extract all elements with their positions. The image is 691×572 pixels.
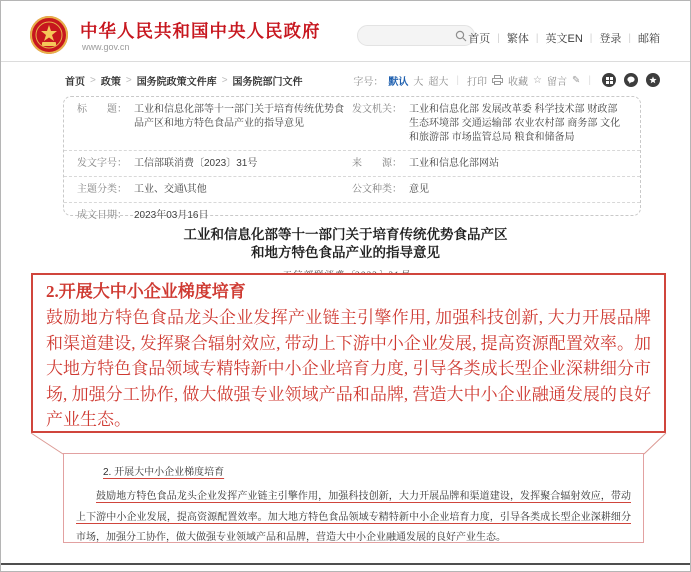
breadcrumb-separator: >: [221, 74, 228, 86]
meta-category-label: 主题分类：: [77, 184, 127, 195]
site-title: 中华人民共和国中央人民政府: [80, 21, 321, 41]
nav-traditional[interactable]: 繁体: [506, 33, 529, 45]
meta-title-label: 标 题：: [77, 104, 127, 115]
document-meta-card: [63, 96, 641, 221]
nav-mail[interactable]: 邮箱: [638, 33, 660, 45]
nav-english[interactable]: 英文EN: [545, 33, 583, 45]
search-input[interactable]: [357, 25, 475, 46]
excerpt-heading-text: 2. 开展大中小企业梯度培育: [103, 467, 225, 478]
meta-doc-type: [352, 183, 627, 197]
breadcrumb: [65, 73, 303, 88]
meta-row-date: [64, 203, 640, 228]
meta-row-category: [64, 177, 640, 203]
footer-divider: [1, 563, 690, 565]
meta-doc-type-label: 公文种类：: [352, 184, 402, 195]
meta-row-number: [64, 151, 640, 177]
meta-doc-number-label: 发文字号：: [77, 158, 127, 169]
callout-heading: 2.开展大中小企业梯度培育: [46, 282, 246, 301]
meta-source: [352, 157, 627, 171]
font-size-label: 字号：: [353, 76, 384, 88]
meta-source-label: 来 源：: [352, 158, 402, 169]
tools-separator: |: [588, 74, 591, 86]
excerpt-body: [76, 487, 631, 543]
meta-doc-type-value: 意见: [409, 184, 429, 195]
share-wechat-button[interactable]: [624, 73, 638, 87]
share-more-button[interactable]: [646, 73, 660, 87]
meta-date-label: 成文日期：: [77, 210, 127, 221]
printer-icon[interactable]: [492, 75, 503, 85]
meta-agency-value: 工业和信息化部 发展改革委 科学技术部 财政部 生态环境部 交通运输部 农业农村部 商务部 文化和旅游部 市场监管总局 粮食和储备局: [409, 104, 621, 143]
zoom-connector-lines: [29, 432, 669, 455]
meta-source-value: 工业和信息化部网站: [409, 158, 499, 169]
font-size-default[interactable]: 默认: [388, 76, 409, 88]
header-divider: [1, 61, 690, 62]
font-size-large[interactable]: 大: [413, 76, 424, 88]
search-icon[interactable]: [455, 30, 467, 42]
meta-agency: [352, 103, 627, 145]
meta-category-value: 工业、交通\其他: [134, 184, 207, 195]
magnified-callout-box: [31, 273, 666, 433]
star-icon[interactable]: ☆: [533, 74, 542, 86]
breadcrumb-home[interactable]: 首页: [65, 76, 85, 88]
excerpt-heading: [103, 463, 631, 478]
qrcode-icon: [606, 77, 613, 84]
nav-separator: |: [628, 32, 631, 44]
tools-separator: |: [456, 74, 460, 86]
nav-login[interactable]: 登录: [599, 33, 622, 45]
document-title-line1: 工业和信息化部等十一部门关于培育传统优势食品产区: [183, 227, 508, 242]
share-qrcode-button[interactable]: [602, 73, 616, 87]
breadcrumb-department-docs[interactable]: 国务院部门文件: [232, 76, 303, 88]
nav-separator: |: [535, 32, 539, 44]
font-size-xlarge[interactable]: 超大: [428, 76, 449, 88]
breadcrumb-policy-library[interactable]: 国务院政策文件库: [136, 76, 217, 88]
favorite-button[interactable]: 收藏: [508, 76, 529, 88]
chat-bubble-icon: [627, 76, 635, 84]
nav-home[interactable]: 首页: [468, 33, 491, 45]
meta-doc-number-value: 工信部联消费〔2023〕31号: [134, 158, 258, 169]
national-emblem-icon: [29, 15, 69, 55]
meta-category: [77, 183, 352, 197]
breadcrumb-policy[interactable]: 政策: [100, 76, 121, 88]
nav-separator: |: [497, 32, 500, 44]
meta-title: [77, 103, 352, 145]
breadcrumb-separator: >: [90, 74, 96, 86]
site-url: www.gov.cn: [82, 42, 130, 52]
meta-date-value: 2023年03月16日: [134, 210, 209, 221]
document-title-line2: 和地方特色食品产业的指导意见: [251, 245, 440, 260]
comment-button[interactable]: 留言: [547, 76, 567, 88]
star-badge-icon: [649, 76, 657, 84]
source-excerpt-box: [63, 453, 644, 543]
meta-doc-number: [77, 157, 352, 171]
excerpt-body-text: 鼓励地方特色食品龙头企业发挥产业链主引擎作用，加强科技创新，大力开展品牌和渠道建设，发挥聚合辐射效应，带动上下游中小企业发展，提高资源配置效率。加大地方特色食品领域专精特新中小企业培育力度，引导各类成长型企业深耕细分市场，加强分工协作，做大做强专业领域产品和品牌，营造大中小企业融通发展的良好产业生态。: [76, 491, 631, 543]
callout-body: 鼓励地方特色食品龙头企业发挥产业链主引擎作用, 加强科技创新, 大力开展品牌和渠道建设, 发挥聚合辐射效应, 带动上下游中小企业发展, 提高资源配置效率。加大地方特色食品领域专精特新中小企业培育力度, 引导各类成长型企业深耕细分市场, 加强分工协作, 做大做强专业领域产品和品牌, 营造大中小企业融通发展的良好产业生态。: [46, 308, 651, 429]
meta-date: [77, 209, 352, 223]
print-button[interactable]: 打印: [467, 76, 488, 88]
meta-agency-label: 发文机关：: [352, 104, 402, 115]
pencil-icon[interactable]: ✎: [572, 74, 581, 86]
site-header: [1, 1, 690, 61]
nav-separator: |: [589, 32, 593, 44]
toolbar: [65, 70, 660, 90]
meta-title-value: 工业和信息化部等十一部门关于培育传统优势食品产区和地方特色食品产业的指导意见: [134, 104, 344, 129]
page-tools: [353, 73, 660, 88]
meta-row-title: [64, 97, 640, 151]
breadcrumb-separator: >: [125, 74, 132, 86]
top-nav: [468, 30, 660, 46]
